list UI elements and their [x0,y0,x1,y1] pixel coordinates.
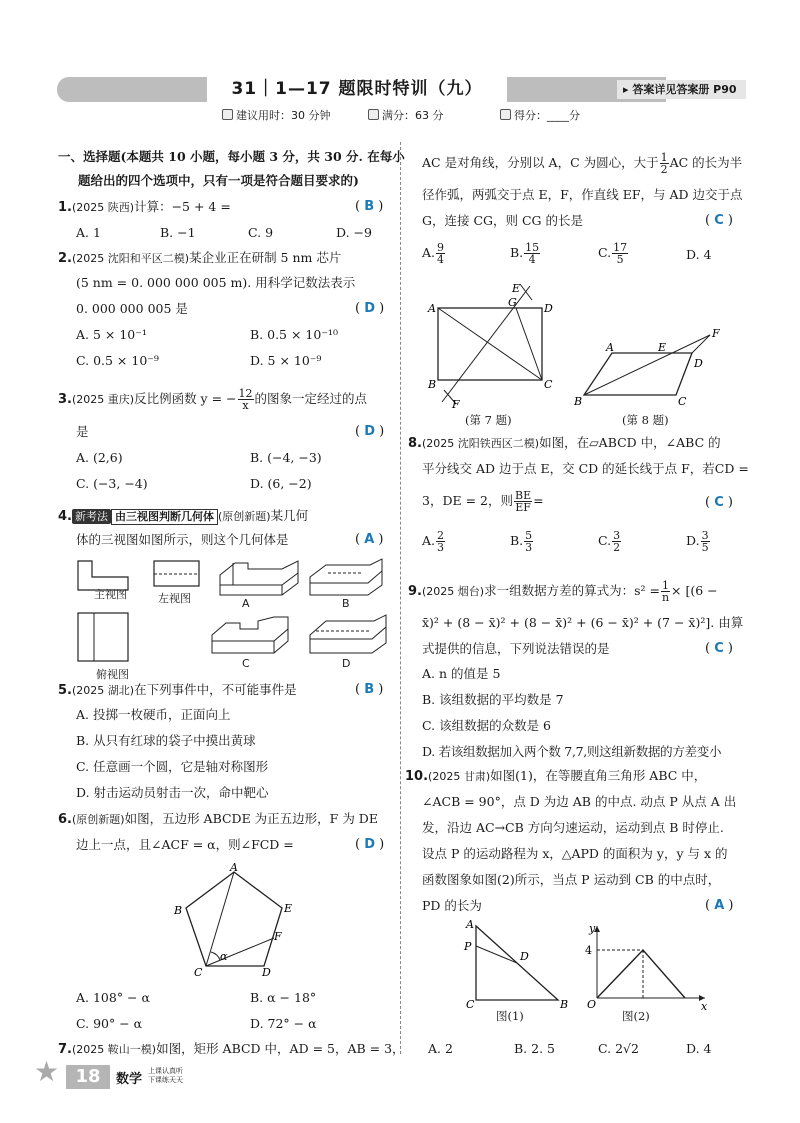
q4-choice-b-label: B [342,597,350,610]
q7-frac-num: 1 [660,151,668,164]
q4-top-view-shape [78,613,128,661]
q9-option-b: B. 该组数据的平均数是 7 [422,692,564,707]
footer-slogan-line2: 下课练天天 [148,1076,183,1084]
q8-frac-den: EF [515,501,531,514]
q7-option-b-frac [524,242,540,265]
q6-label-c: C [194,966,203,979]
q6-option-a: A. 108° − α [76,990,150,1005]
q10-option-c: C. 2√2 [598,1041,639,1056]
q8-answer: ( C ) [705,495,733,510]
q7-option-c [598,242,629,265]
q3-fraction [238,388,254,411]
page-number: 18 [66,1065,110,1089]
q7-option-d-text: 4 [703,247,712,262]
full-score [368,107,444,123]
q1-option-c: C. 9 [248,225,274,240]
q8-option-a-letter: A. [422,533,436,548]
q10-answer-letter: A [714,898,725,913]
q3-frac-den: x [242,399,249,412]
q9-answer-letter: C [714,641,724,656]
q8-option-c-den: 2 [613,541,621,554]
q6-option-d: D. 72° − α [250,1016,317,1031]
meta-row [222,107,622,125]
q7-option-a-den: 4 [437,253,445,266]
q3-number: 3. [58,392,72,407]
q8-label-c: C [678,395,687,408]
q1-option-a: A. 1 [76,225,101,240]
q8-stem-line2: 平分线交 AD 边于点 E，交 CD 的延长线于点 F，若CD = [422,461,749,476]
suggest-time [222,107,331,123]
page-footer [20,1055,190,1095]
q4-choice-d-label: D [342,657,351,670]
q9-number: 9. [408,584,422,599]
q5-option-d: D. 射击运动员射击一次，命中靶心 [76,785,269,800]
q1-answer-letter: B [364,199,375,214]
q9-stem-line3: 式提供的信息，下列说法错误的是 [422,641,610,656]
q1-option-b: B. −1 [160,225,196,240]
q8-frac-num: BE [514,489,532,502]
q8-option-c-letter: C. [598,533,612,548]
q8-text3b: = [533,493,544,508]
q7-label-d: D [544,302,553,315]
q4-number: 4. [58,509,72,524]
q7-segment-cg [516,308,542,380]
q8-option-b-letter: B. [510,533,524,548]
q7-label-f: F [452,398,460,410]
q6-label-d: D [262,966,271,979]
q10-answer: ( A ) [705,898,734,913]
q4-tag-new-method: 新考法 [72,509,111,524]
q1-stem [58,198,231,217]
q7-option-b-letter: B. [510,245,524,260]
q3-option-d: D. (6, −2) [250,476,312,491]
q10-stem-line2: ∠ACB = 90°，点 D 为边 AB 的中点. 动点 P 从点 A 出 [422,794,737,809]
q3-option-a: A. (2,6) [76,450,123,465]
q7-answer-letter: C [714,213,724,228]
q5-number: 5. [58,683,72,698]
q1-option-d: D. −9 [336,225,372,240]
q10-stem-line1 [405,767,706,786]
q7-label-b: B [428,378,437,391]
q8-label-e: E [658,341,667,354]
q1-text: 计算：−5 + 4 = [134,199,231,214]
q9-option-a: A. n 的值是 5 [422,666,501,681]
q7-option-b [510,242,541,265]
q7-option-b-den: 4 [528,253,536,266]
q6-stem-line2: 边上一点，且∠ACF = α，则∠FCD = [76,837,294,852]
q10-number: 10. [405,769,429,784]
q10-fig1-label-p: P [464,940,472,953]
q5-option-a: A. 投掷一枚硬币，正面向上 [76,707,231,722]
q3-stem-line2: 是 [76,424,89,439]
q4-figure [70,555,400,680]
q2-source: (2025 沈阳和平区二模) [71,252,190,265]
q7-frac-den: 2 [660,163,668,176]
q8-source: (2025 沈阳铁西区二模) [421,437,540,450]
q2-text1: 某企业正在研制 5 nm 芯片 [189,250,342,265]
q7-option-a-letter: A. [422,245,436,260]
q8-option-d-num: 3 [701,529,709,542]
score-icon [368,109,379,120]
q2-stem-line2: (5 nm = 0. 000 000 005 m). 用科学记数法表示 [76,275,356,290]
q6-label-a: A [230,861,238,874]
q7-number: 7. [58,1042,72,1057]
q4-choice-a-shape [220,561,298,595]
q8-caption: (第 8 题) [622,413,669,427]
q6-option-b: B. α − 18° [250,990,317,1005]
q4-choice-a-label: A [242,597,250,610]
q5-option-c: C. 任意画一个圆，它是轴对称图形 [76,759,269,774]
q4-stem-line2: 体的三视图如图所示，则这个几何体是 [76,532,289,547]
q3-source: (2025 重庆) [71,393,135,406]
q7-option-c-letter: C. [598,245,612,260]
q7-diagonal-ac [438,308,542,380]
q6-label-e: E [284,902,293,915]
suggest-time-text: 建议用时：30 分钟 [236,109,331,122]
q7-option-c-den: 5 [616,253,624,266]
q8-option-b-den: 3 [525,541,533,554]
q8-extension-df [692,335,710,353]
q8-option-c-frac [612,530,621,553]
q6-label-alpha: α [220,950,228,963]
q7-caption: (第 7 题) [465,413,512,427]
q9-source: (2025 烟台) [421,585,485,598]
q3-text-a: 反比例函数 y = − [134,391,237,406]
q7-option-a [422,242,446,265]
q10-option-a: A. 2 [428,1041,453,1056]
q6-pentagon [186,872,282,966]
q4-choice-d-shape [310,615,386,653]
q8-number: 8. [408,436,422,451]
q6-number: 6. [58,812,72,827]
q1-number: 1. [58,200,72,215]
q2-answer: ( D ) [355,301,385,316]
q6-angle-arc [211,952,220,960]
q10-stem-line6: PD 的长为 [422,898,482,913]
q9-text1a: 求一组数据方差的算式为：s² = [484,583,660,598]
q5-option-b: B. 从只有红球的袋子中摸出黄球 [76,733,256,748]
q3-option-b: B. (−4, −3) [250,450,322,465]
q10-fig1-label-b: B [560,998,569,1010]
q1-answer: ( B ) [355,199,384,214]
q10-fig1-label-c: C [466,998,475,1010]
page-header [57,77,746,102]
q7-label-e: E [512,282,521,295]
q9-fraction [661,580,670,603]
q8-option-b [510,530,534,553]
q4-text1: 某几何 [270,508,309,523]
q10-fig2-label-o: O [587,998,597,1010]
q3-answer-letter: D [364,424,376,439]
q8-option-a-num: 2 [437,529,445,542]
q7-stem-line3: 径作弧，两弧交于点 E，F，作直线 EF，与 AD 边交于点 [422,187,743,202]
q10-fig2-label-y: y [589,922,596,935]
q7-rectangle-figure [420,280,560,410]
q4-stem-line1 [58,507,308,526]
q2-option-b: B. 0.5 × 10⁻¹⁰ [250,327,338,342]
q10-graph-figure [585,920,715,1010]
q6-text1: 如图，五边形 ABCDE 为正五边形，F 为 DE [124,811,378,826]
q7-option-d [686,246,712,264]
q2-answer-letter: D [364,301,376,316]
section-title-line2: 题给出的四个选项中，只有一项是符合题目要求的) [78,173,359,188]
q7-option-a-frac [436,242,445,265]
q10-caption-fig2: 图(2) [622,1009,650,1023]
pen-icon [500,109,511,120]
q5-source: (2025 湖北) [71,684,135,697]
q8-label-f: F [712,327,720,340]
q10-stem-line5: 函数图象如图(2)所示，当点 P 运动到 CB 的中点时， [422,872,721,887]
q7-option-b-num: 15 [525,241,540,254]
q9-answer: ( C ) [705,641,733,656]
q10-fig1-label-a: A [466,918,474,931]
q2-option-d: D. 5 × 10⁻⁹ [250,353,322,368]
q6-source: (原创新题) [71,813,125,826]
q10-stem-line4: 设点 P 的运动路程为 x，△APD 的面积为 y，y 与 x 的 [422,846,728,861]
q8-option-c-num: 3 [613,529,621,542]
footer-slogan-line1: 上课认真听 [148,1067,183,1075]
q3-option-c: C. (−3, −4) [76,476,148,491]
q8-text1: 如图，在▱ABCD 中，∠ABC 的 [539,435,721,450]
q10-segment-pd [476,946,517,963]
q4-choice-c-label: C [242,657,250,670]
q8-stem-line1 [408,434,721,453]
q4-tag-topic: 由三视图判断几何体 [111,509,218,525]
q4-answer-letter: A [364,532,375,547]
q3-text-b: 的图象一定经过的点 [254,391,368,406]
q6-answer-letter: D [364,837,376,852]
q9-option-d: D. 若该组数据加入两个数 7,7,则这组新数据的方差变小 [422,744,722,759]
q8-option-b-frac [524,530,533,553]
q6-answer: ( D ) [355,837,385,852]
q10-stem-line3: 发，沿边 AC→CB 方向匀速运动，运动到点 B 时停止. [422,820,724,835]
q8-option-a-frac [436,530,445,553]
q7-text2b: AC 的长为半 [669,155,743,170]
q8-parallelogram-figure [572,325,732,410]
q8-text3a: 3，DE = 2，则 [422,493,513,508]
q7-stem-line2 [422,152,742,175]
q2-option-c: C. 0.5 × 10⁻⁹ [76,353,159,368]
q8-option-d [686,530,711,553]
q4-left-view-label: 左视图 [158,592,191,605]
q8-option-d-den: 5 [701,541,709,554]
page-title: 31｜1—17 题限时特训（九） [207,77,507,102]
q3-answer: ( D ) [355,424,385,439]
q7-stem-line4: G，连接 CG，则 CG 的长是 [422,213,584,228]
q7-source: (2025 鞍山一模) [71,1043,157,1056]
q4-choice-c-shape [212,617,288,653]
q8-option-a-den: 3 [437,541,445,554]
q8-label-a: A [606,341,614,354]
star-mascot-icon: ★ [34,1055,60,1088]
q2-stem-line3: 0. 000 000 005 是 [76,301,188,316]
q8-label-b: B [574,395,583,408]
q10-caption-fig1: 图(1) [496,1009,524,1023]
q8-label-d: D [694,357,703,370]
q7-option-c-frac [612,242,628,265]
q4-top-view-label: 俯视图 [96,668,129,681]
clock-icon [222,109,233,120]
q9-stem-line2: x̄)² + (8 − x̄)² + (8 − x̄)² + (6 − x̄)² + (7 − x̄)²]. 由算 [422,615,744,630]
q7-option-c-num: 17 [613,241,628,254]
q5-answer: ( B ) [355,682,384,697]
q10-fig2-label-x: x [701,1000,708,1010]
q7-option-d-letter: D. [686,247,700,262]
q8-fraction [514,490,532,513]
q2-option-a: A. 5 × 10⁻¹ [76,327,147,342]
q6-segment-cf [206,938,274,966]
section-title-line1: 一、选择题(本题共 10 小题，每小题 3 分，共 30 分. 在每小 [58,149,405,164]
q9-frac-den: n [661,591,670,604]
q2-number: 2. [58,251,72,266]
q7-option-a-num: 9 [437,241,445,254]
q5-text: 在下列事件中，不可能事件是 [134,682,297,697]
q8-option-d-frac [701,530,710,553]
answer-reference: ▸ 答案详见答案册 P90 [617,80,746,99]
q8-option-a [422,530,446,553]
q8-option-c [598,530,622,553]
q1-source: (2025 陕西) [71,201,135,214]
q6-stem-line1 [58,810,378,829]
q5-answer-letter: B [364,682,375,697]
q8-stem-line3 [422,490,544,513]
q6-label-b: B [174,904,183,917]
q8-answer-letter: C [714,495,724,510]
q7-line-ef [442,286,530,402]
q5-stem [58,681,297,700]
footer-slogan [148,1067,183,1085]
q6-option-c: C. 90° − α [76,1016,143,1031]
q4-answer: ( A ) [355,532,384,547]
q4-choice-b-shape [310,559,382,595]
q10-function-curve [597,950,685,998]
q7-label-g: G [508,296,517,309]
subject-label: 数学 [116,1072,143,1087]
q7-answer: ( C ) [705,213,733,228]
q10-option-b: B. 2. 5 [514,1041,555,1056]
full-score-text: 满分：63 分 [382,109,444,122]
my-score-text: 得分：____分 [514,109,580,122]
q7-label-a: A [428,302,436,315]
q7-text2: AC 是对角线，分别以 A，C 为圆心，大于 [422,155,659,170]
q10-option-d: D. 4 [686,1041,712,1056]
q10-text1: 如图(1)，在等腰直角三角形 ABC 中， [490,768,707,783]
q3-frac-num: 12 [238,387,253,400]
q9-text1b: × [(6 − [671,583,718,598]
q4-source: (原创新题) [217,510,271,523]
my-score [500,107,580,123]
q8-option-d-letter: D. [686,533,700,548]
q9-frac-num: 1 [661,579,669,592]
q10-triangle-figure [462,918,572,1010]
q10-source: (2025 甘肃) [428,770,491,783]
column-divider [400,142,401,1054]
q4-main-view-label: 主视图 [94,588,127,601]
q6-pentagon-figure [170,860,300,982]
q7-fraction [660,152,669,175]
q10-fig2-label-4: 4 [585,944,592,957]
q2-stem-line1 [58,249,341,268]
q8-option-b-num: 5 [525,529,533,542]
q3-stem-line1 [58,388,367,411]
q7-label-c: C [544,378,553,391]
q9-stem-line1 [408,580,718,603]
q8-bisector-bf [584,335,710,395]
q9-option-c: C. 该组数据的众数是 6 [422,718,551,733]
q6-label-f: F [274,930,282,943]
q7-text1: 如图，矩形 ABCD 中，AD = 5，AB = 3， [156,1041,405,1056]
q8-parallelogram [584,353,692,395]
q10-fig1-label-d: D [520,950,529,963]
